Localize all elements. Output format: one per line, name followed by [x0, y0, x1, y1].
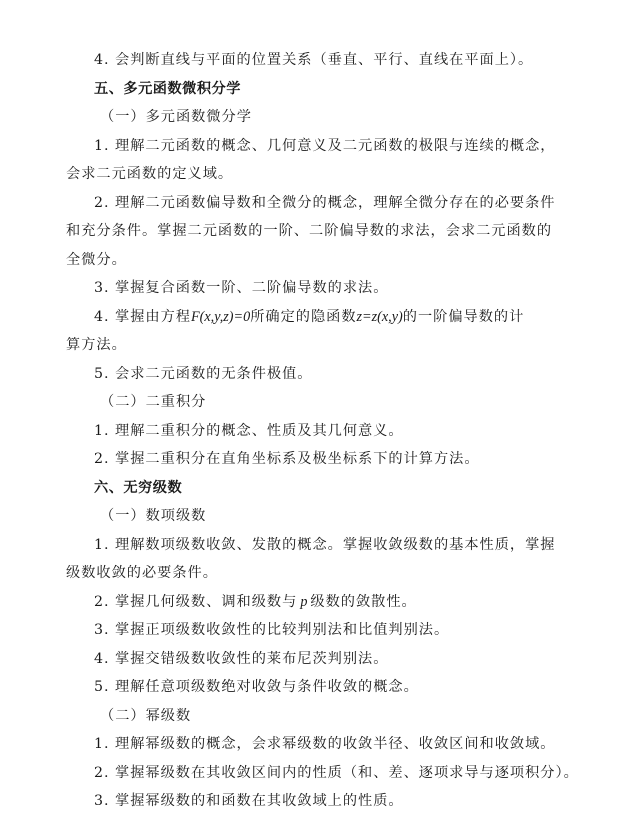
text-line: 2. 掌握二重积分在直角坐标系及极坐标系下的计算方法。: [94, 451, 480, 467]
section-heading-6: 六、无穷级数: [94, 480, 183, 496]
text-line: 4. 掌握交错级数收敛性的莱布尼茨判别法。: [94, 651, 389, 667]
text-line: 1. 理解二重积分的概念、性质及其几何意义。: [94, 423, 404, 439]
subsection-heading: （一）数项级数: [100, 508, 207, 524]
text-line: 5. 会求二元函数的无条件极值。: [94, 366, 313, 382]
text-run: 2. 掌握几何级数、调和级数与: [94, 594, 298, 610]
text-line: 全微分。: [66, 252, 127, 268]
text-line-with-formula: [94, 307, 524, 327]
text-line: 5. 理解任意项级数绝对收敛与条件收敛的概念。: [94, 679, 419, 695]
formula: p: [300, 594, 308, 610]
text-line: 和充分条件。掌握二元函数的一阶、二阶偏导数的求法，会求二元函数的: [66, 223, 553, 239]
text-line: 2. 掌握幂级数在其收敛区间内的性质（和、差、逐项求导与逐项积分）。: [94, 765, 579, 781]
formula: z=z(x,y): [356, 309, 403, 325]
subsection-heading: （二）幂级数: [100, 708, 192, 724]
text-line: 会求二元函数的定义域。: [66, 166, 234, 182]
section-heading-5: 五、多元函数微积分学: [94, 81, 241, 97]
text-line: 3. 掌握复合函数一阶、二阶偏导数的求法。: [94, 280, 389, 296]
text-line-with-formula: [94, 592, 417, 612]
text-line: 级数收敛的必要条件。: [66, 565, 218, 581]
subsection-heading: （二）二重积分: [100, 394, 207, 410]
text-line: 4. 会判断直线与平面的位置关系（垂直、平行、直线在平面上）。: [94, 52, 534, 68]
text-line: 2. 理解二元函数偏导数和全微分的概念，理解全微分存在的必要条件: [94, 195, 556, 211]
subsection-heading: （一）多元函数微分学: [100, 109, 252, 125]
text-run: 的一阶偏导数的计: [402, 309, 525, 325]
text-run: 4. 掌握由方程: [94, 309, 191, 325]
text-run: 所确定的隐函数: [250, 309, 357, 325]
text-line: 3. 掌握幂级数的和函数在其收敛域上的性质。: [94, 793, 404, 809]
text-line: 1. 理解二元函数的概念、几何意义及二元函数的极限与连续的概念，: [94, 138, 556, 154]
text-line: 1. 理解数项级数收敛、发散的概念。掌握收敛级数的基本性质，掌握: [94, 537, 556, 553]
text-line: 1. 理解幂级数的概念，会求幂级数的收敛半径、收敛区间和收敛域。: [94, 736, 556, 752]
text-line: 算方法。: [66, 337, 127, 353]
text-run: 级数的敛散性。: [310, 594, 417, 610]
text-line: 3. 掌握正项级数收敛性的比较判别法和比值判别法。: [94, 622, 450, 638]
formula: F(x,y,z)=0: [190, 309, 251, 325]
